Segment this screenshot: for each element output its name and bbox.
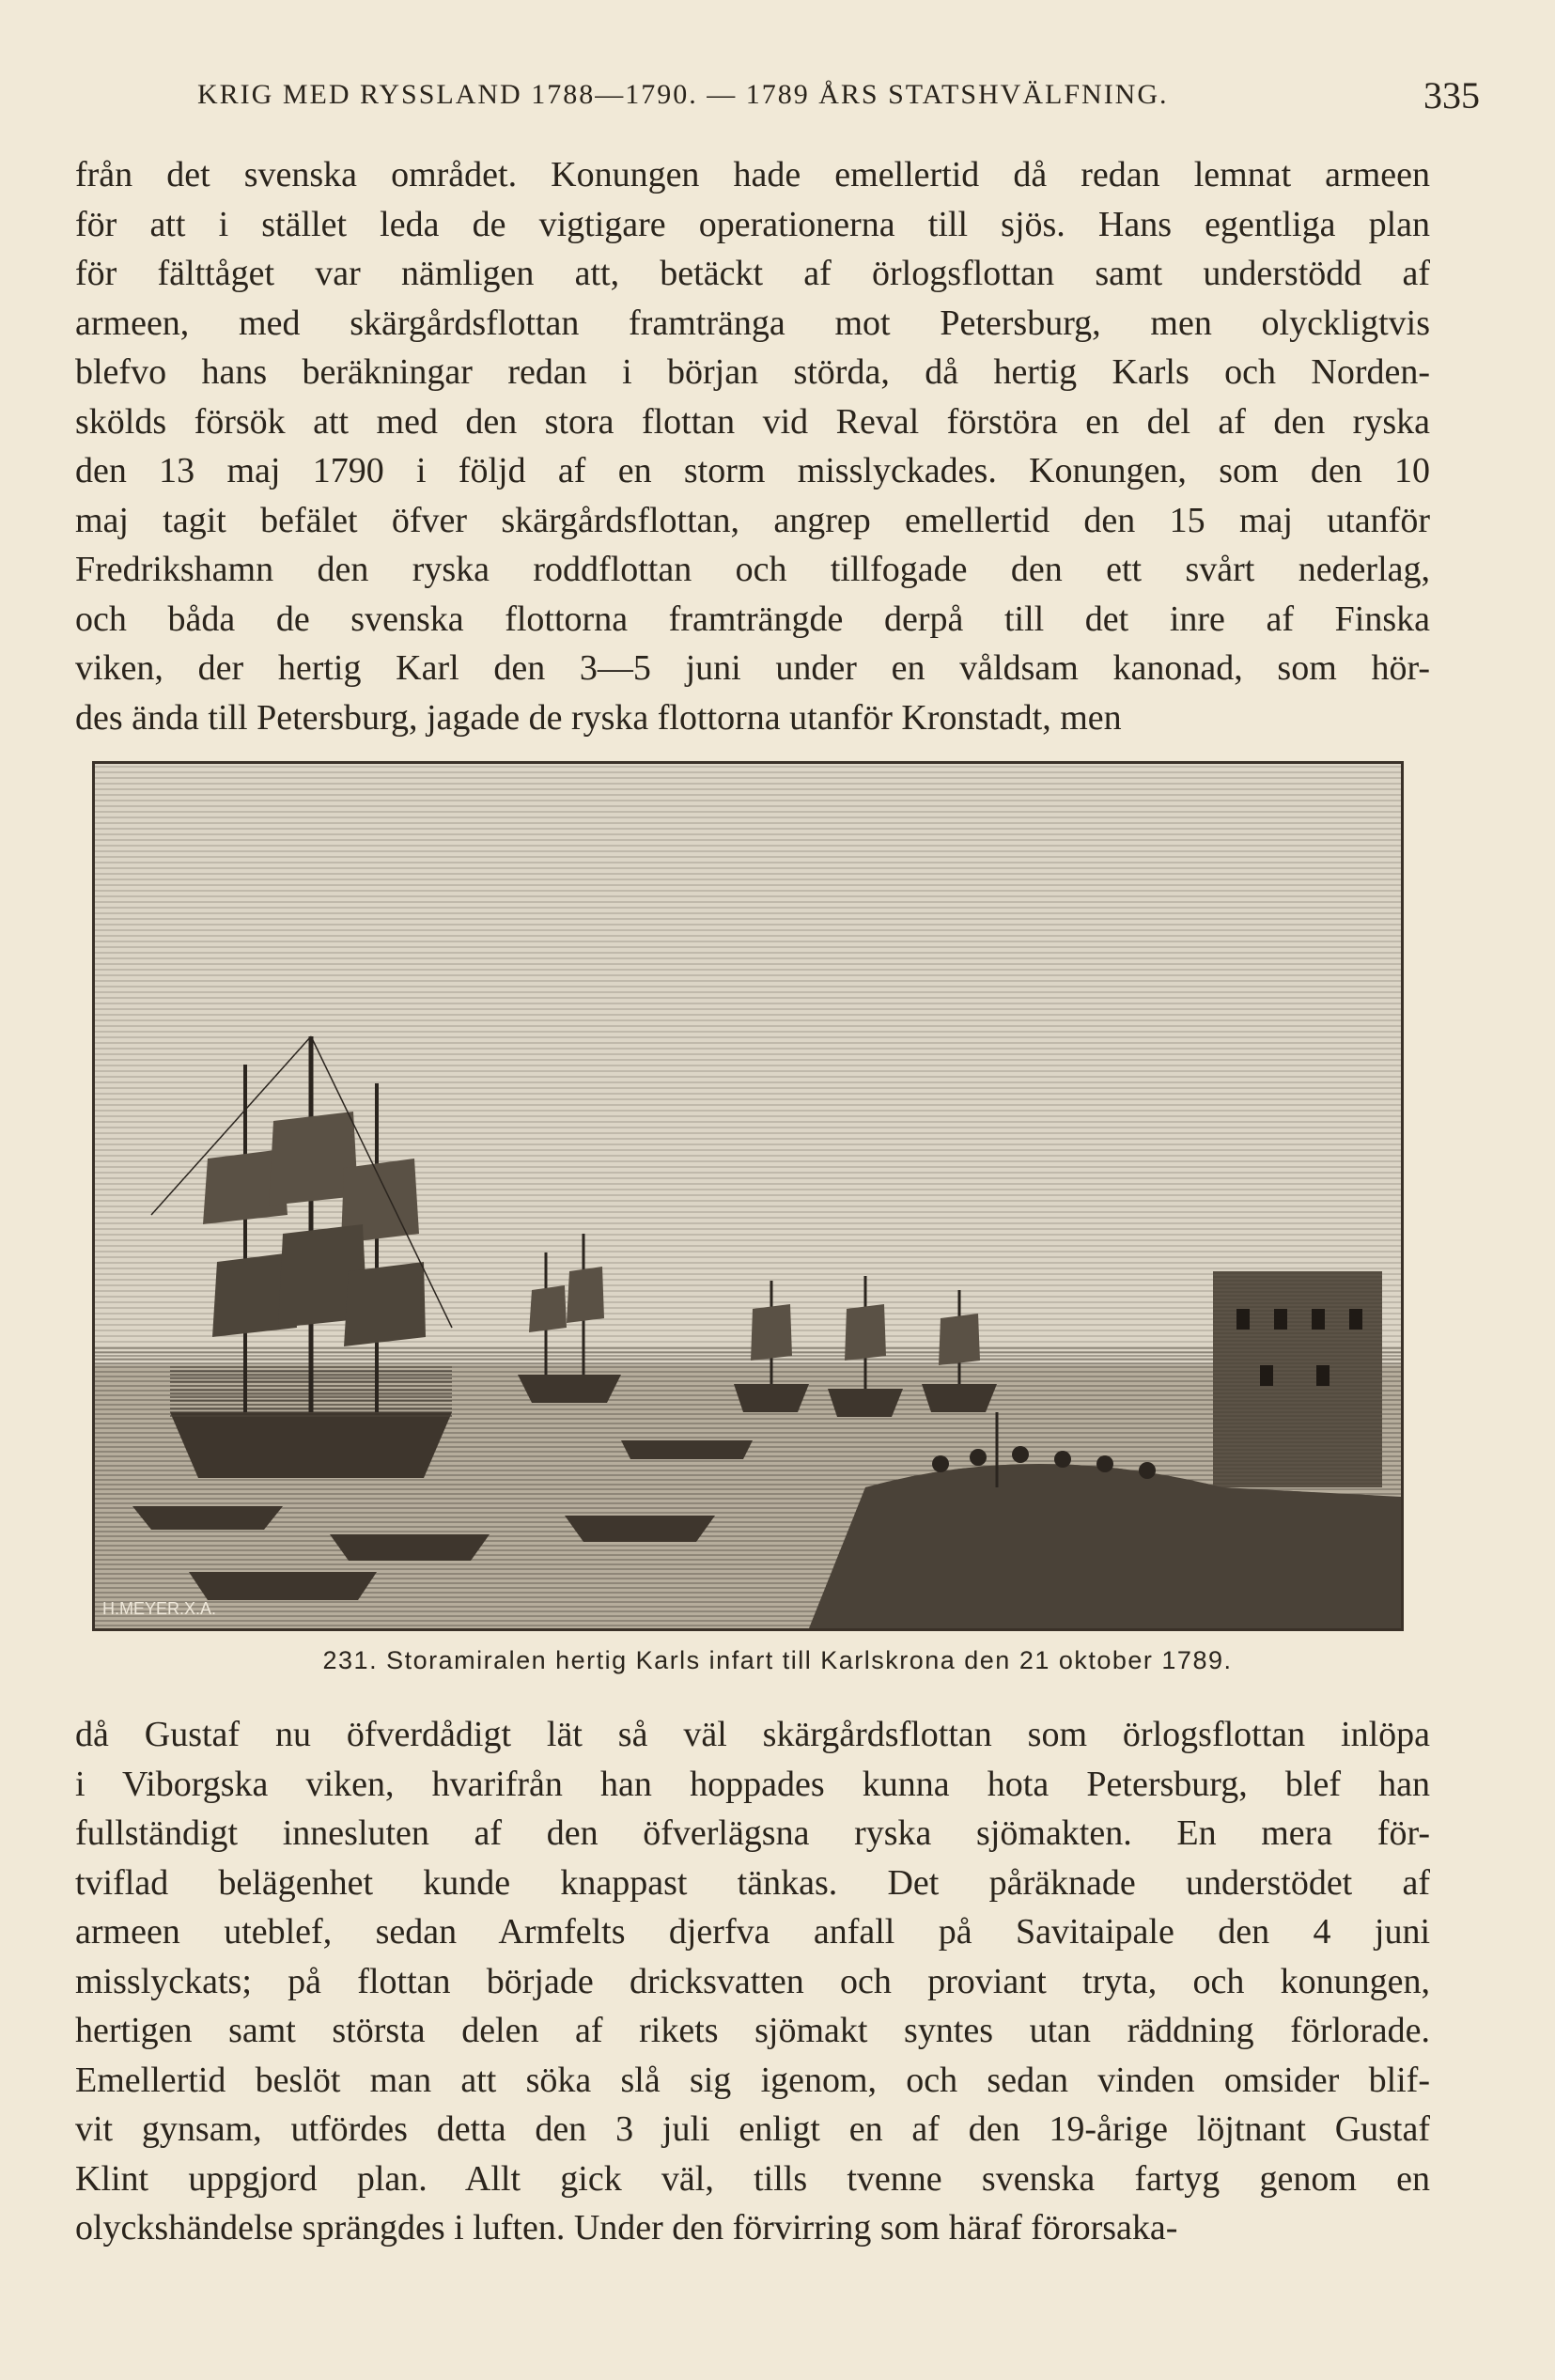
engraver-signature: H.MEYER.X.A. [102, 1599, 217, 1618]
text-line: för fälttåget var nämligen att, betäckt af örlogsflottan samt understödd af [75, 254, 1430, 293]
text-line: olyckshändelse sprängdes i luften. Under den förvirring som häraf förorsaka- [75, 2208, 1178, 2248]
text-line: den 13 maj 1790 i följd af en storm misslyckades. Konungen, som den 10 [75, 451, 1430, 490]
text-line: Fredrikshamn den ryska roddflottan och tillfogade den ett svårt nederlag, [75, 550, 1430, 589]
text-line: för att i stället leda de vigtigare operationerna till sjös. Hans egentliga plan [75, 204, 1430, 244]
text-line: Klint uppgjord plan. Allt gick väl, tills tvenne svenska fartyg genom en [75, 2158, 1430, 2199]
text-line: misslyckats; på flottan började dricksvatten och proviant tryta, och konungen, [75, 1961, 1430, 2001]
text-line: viken, der hertig Karl den 3—5 juni under en våldsam kanonad, som hör- [75, 648, 1430, 688]
harbor-scene-engraving [95, 764, 1401, 1628]
body-text-top [75, 150, 1430, 742]
text-line: tviflad belägenhet kunde knappast tänkas. Det påräknade understödet af [75, 1862, 1430, 1903]
text-line: des ända till Petersburg, jagade de ryska flottorna utanför Kronstadt, men [75, 697, 1122, 738]
body-text-bottom [75, 1710, 1430, 2253]
fortress [1213, 1271, 1382, 1487]
text-line: i Viborgska viken, hvarifrån han hoppades kunna hota Petersburg, blef han [75, 1764, 1430, 1804]
text-line: hertigen samt största delen af rikets sjömakt syntes utan räddning förlorade. [75, 2011, 1430, 2050]
text-line: maj tagit befälet öfver skärgårdsflottan, angrep emellertid den 15 maj utanför [75, 500, 1430, 540]
text-line: blefvo hans beräkningar redan i början störda, då hertig Karls och Norden- [75, 352, 1430, 392]
running-head [75, 73, 1480, 120]
running-head-title: KRIG MED RYSSLAND 1788—1790. — 1789 ÅRS STATSHVÄLFNING. [197, 79, 1169, 110]
text-line: armeen, med skärgårdsflottan framtränga mot Petersburg, men olyckligtvis [75, 303, 1430, 343]
text-line: vit gynsam, utfördes detta den 3 juli enligt en af den 19-årige löjtnant Gustaf [75, 2109, 1430, 2149]
text-line: då Gustaf nu öfverdådigt lät så väl skärgårdsflottan som örlogsflottan inlöpa [75, 1715, 1430, 1754]
text-line: Emellertid beslöt man att söka slå sig igenom, och sedan vinden omsider blif- [75, 2060, 1430, 2100]
page-number: 335 [1423, 74, 1480, 117]
text-line: armeen uteblef, sedan Armfelts djerfva anfall på Savitaipale den 4 juni [75, 1912, 1430, 1952]
text-line: från det svenska området. Konungen hade emellertid då redan lemnat armeen [75, 155, 1430, 194]
text-line: fullständigt innesluten af den öfverlägsna ryska sjömakten. En mera för- [75, 1813, 1430, 1853]
figure-caption: 231. Storamiralen hertig Karls infart till Karlskrona den 21 oktober 1789. [322, 1646, 1233, 1674]
text-line: och båda de svenska flottorna framträngde derpå till det inre af Finska [75, 599, 1430, 639]
engraving-illustration [92, 761, 1404, 1631]
text-line: skölds försök att med den stora flottan vid Reval förstöra en del af den ryska [75, 401, 1430, 442]
